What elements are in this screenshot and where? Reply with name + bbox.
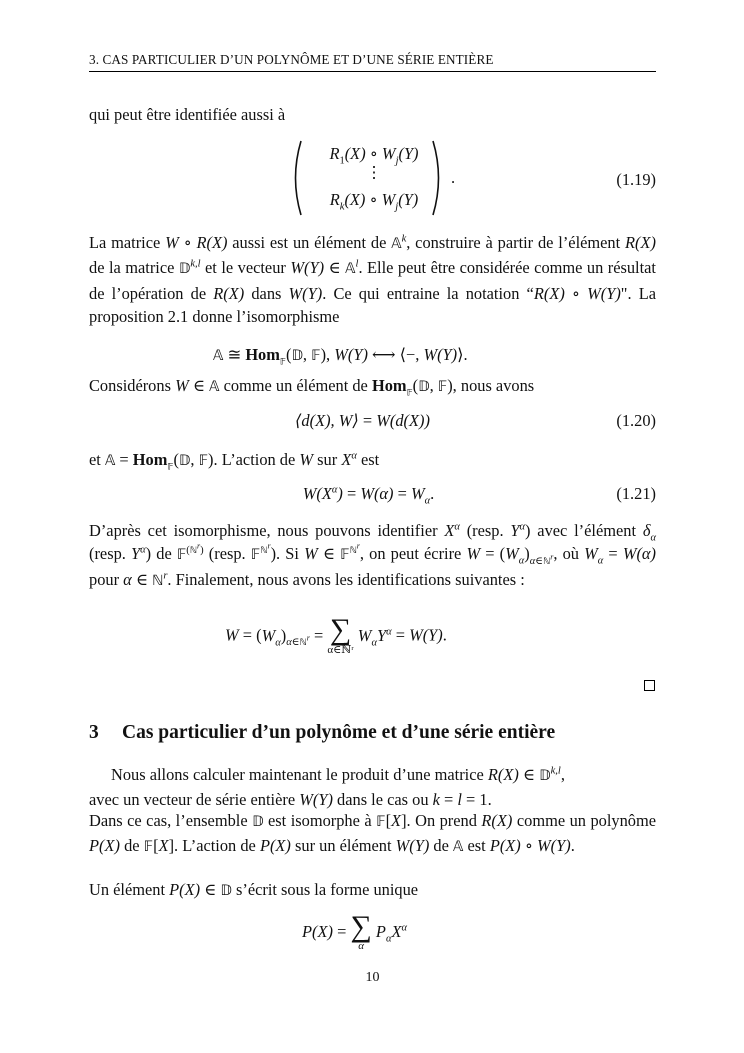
intro-line: qui peut être identifiée aussi à	[89, 105, 286, 124]
isomorphism-equation: 𝔸 ≅ Hom$_𝔽$(𝔻, 𝔽), W(Y) ⟷ ⟨−, W(Y)⟩.	[213, 345, 468, 368]
para4-text-3: ) avec l’élément	[525, 521, 637, 540]
para4-text-10: pour	[89, 569, 120, 589]
sec-text-5: .	[487, 790, 492, 810]
right-paren-icon	[431, 140, 445, 216]
matrix-row-1: $R_1(X)$ ∘ $W_j(Y)$	[329, 144, 419, 167]
para1-text-2: aussi est un élément de	[232, 233, 387, 252]
para4-text-1: D’après cet isomorphisme, nous pouvons identifier	[89, 521, 438, 540]
para1-text-1: La matrice	[89, 233, 161, 252]
paragraph-isomorphisme: D’après cet isomorphisme, nous pouvons identifier $X^\alpha$ (resp. $Y^\alpha$) avec l’élément $\delta_\alpha$ (resp. $Y^\alpha$) de 𝔽$^{(ℕ^r)}$ (resp. 𝔽$^{ℕ^r}$). Si W ∈ 𝔽$^{ℕ^r}$, on peut écrire $W = (W_\alpha)_{\alpha\in ℕ^r}$, où $W_\alpha = W(\alpha)$ pour α ∈ ℕ$^r$. Finalement, nous avons les identifications suivantes :	[89, 521, 656, 589]
section-number: 3	[89, 722, 99, 743]
identification-equation: $W = (W_\alpha)_{\alpha\in ℕ^r}$ = ∑ α∈ℕʳ $W_\alpha Y^\alpha = W(Y)$.	[225, 613, 447, 656]
matrix-period: .	[451, 168, 456, 187]
para2-text-3: , nous avons	[452, 376, 535, 395]
equation-number-1-20: (1.20)	[616, 411, 656, 430]
para4-text-4: (resp.	[89, 544, 126, 564]
para4-text-7: ). Si	[270, 544, 299, 564]
para1-text-7: dans	[251, 283, 282, 303]
sec-text-1: Nous allons calculer maintenant le produit d’une matrice	[111, 765, 484, 784]
polynomial-equation: P(X) = ∑ α $P_\alpha X^\alpha$	[302, 910, 407, 952]
qed-box-icon	[644, 680, 655, 691]
para1-text-3: , construire à partir de l’élément	[406, 233, 621, 252]
sec-text-11: . L’action de	[174, 836, 256, 856]
equation-number-1-21: (1.21)	[616, 484, 656, 503]
running-head: 3. CAS PARTICULIER D’UN POLYNÔME ET D’UNE SÉRIE ENTIÈRE	[89, 52, 656, 72]
section-paragraph: Nous allons calculer maintenant le produit d’une matrice R(X) ∈ 𝔻$^{k,l}$, avec un vecteur de série entière W(Y) dans le cas ou k = l = 1.	[89, 765, 565, 810]
para3-text-2: . L’action de	[213, 450, 296, 469]
sum-subscript-2: α	[358, 940, 364, 952]
para1-text-6: . Elle peut être considérée comme un résultat de l’opération de	[89, 258, 656, 303]
para1-text-9: ". La proposition 2.1 donne l’isomorphisme	[89, 283, 656, 326]
para2-text-1: Considérons	[89, 376, 171, 395]
para3-text-3: sur	[317, 450, 338, 469]
sec-text-8: . On prend	[406, 811, 477, 830]
sum-sign: ∑ α∈ℕʳ	[327, 613, 354, 656]
equation-1-21: $W(X^\alpha) = W(\alpha) = W_\alpha$.	[302, 484, 435, 507]
para4-text-5: ) de	[145, 544, 172, 564]
para4-text-9: , où	[553, 544, 579, 564]
sum-subscript: α∈ℕʳ	[327, 644, 354, 656]
para3-text-4: est	[360, 450, 380, 469]
sec-text-17: s’écrit sous la forme unique	[236, 880, 419, 899]
sec-text-12: sur un élément	[295, 836, 392, 856]
section-paragraph-2: Dans ce cas, l’ensemble 𝔻 est isomorphe à 𝔽[X]. On prend R(X) comme un polynôme P(X) de 𝔽[X]. L’action de P(X) sur un élément W(Y) de 𝔸 est P(X) ∘ W(Y).	[89, 811, 656, 856]
sec-text-16: Un élément	[89, 880, 166, 899]
para1-text-8: . Ce qui entraine la notation “	[322, 283, 534, 303]
sec-text-3: avec un vecteur de série entière	[89, 790, 296, 810]
sec-text-15: .	[570, 836, 575, 856]
sec-text-10: de	[124, 836, 140, 856]
sec-text-9: comme un polynôme	[516, 811, 656, 830]
paragraph-considerons: Considérons W ∈ 𝔸 comme un élément de Hom$_𝔽$(𝔻, 𝔽), nous avons	[89, 376, 535, 399]
paragraph-action: et 𝔸 = Hom$_𝔽$(𝔻, 𝔽). L’action de W sur $X^\alpha$ est	[89, 450, 380, 473]
matrix-row-k: $R_k(X)$ ∘ $W_j(Y)$	[329, 190, 419, 213]
para3-text-1: et	[89, 450, 101, 469]
para1-text-5: et le vecteur	[205, 258, 286, 278]
section-title: Cas particulier d’un polynôme et d’une série entière	[122, 722, 556, 743]
sec-text-13: de	[433, 836, 449, 856]
sum-sign-2: ∑ α	[350, 910, 372, 952]
column-matrix-1-19	[289, 140, 459, 220]
para1-text-4: de la matrice	[89, 258, 175, 278]
sec-text-6: Dans ce cas, l’ensemble	[89, 811, 248, 830]
para2-text-2: comme un élément de	[223, 376, 368, 395]
paragraph-matrice: La matrice W ∘ R(X) aussi est un élément de 𝔸$^k$, construire à partir de l’élément R(X) de la matrice 𝔻$^{k,l}$ et le vecteur W(Y) ∈ 𝔸$^l$. Elle peut être considérée comme un résultat de l’opération de R(X) dans W(Y). Ce qui entraine la notation “R(X) ∘ W(Y)". La proposition 2.1 donne l’isomorphisme	[89, 233, 656, 326]
document-page	[89, 0, 656, 1053]
sec-text-14: est	[467, 836, 486, 856]
equation-1-20: ⟨d(X), W⟩ = W(d(X))	[295, 411, 430, 430]
matrix-vdots: ⋮	[365, 163, 383, 182]
sec-text-7: est isomorphe à	[268, 811, 372, 830]
para4-text-2: (resp.	[466, 521, 504, 540]
section-heading	[89, 722, 555, 744]
para4-text-8: , on peut écrire	[359, 544, 462, 564]
para4-text-11: . Finalement, nous avons les identifications suivantes :	[167, 569, 525, 589]
section-paragraph-3: Un élément P(X) ∈ 𝔻 s’écrit sous la forme unique	[89, 880, 419, 899]
sec-text-2: ,	[560, 765, 565, 784]
page-number: 10	[365, 970, 380, 985]
para4-text-6: (resp.	[208, 544, 246, 564]
sec-text-4: dans le cas ou	[337, 790, 429, 810]
equation-number-1-19: (1.19)	[616, 170, 656, 189]
